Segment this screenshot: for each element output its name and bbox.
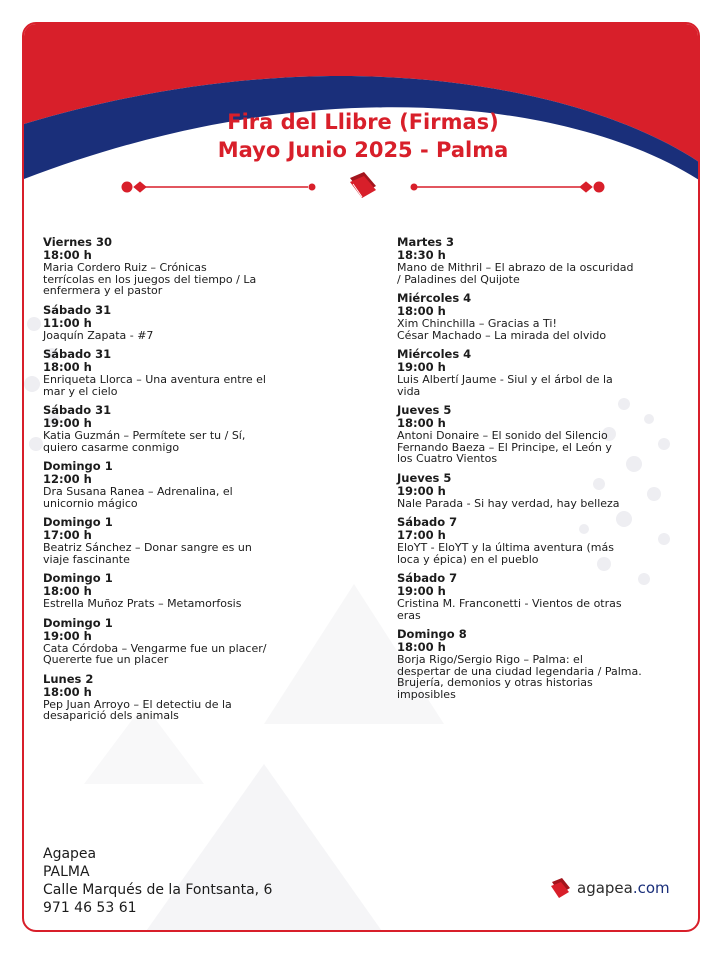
agapea-logo xyxy=(548,874,670,902)
event-description-line: loca y épica) en el pueblo xyxy=(397,552,539,566)
logo-wordmark: agapea.com xyxy=(577,879,670,897)
store-info xyxy=(43,845,272,917)
event-entry xyxy=(397,404,687,465)
event-time: 19:00 h xyxy=(397,584,446,598)
event-time: 18:00 h xyxy=(43,584,92,598)
store-address: Calle Marqués de la Fontsanta, 6 xyxy=(43,882,273,898)
events-left-column xyxy=(43,236,333,729)
event-description-line: Estrella Muñoz Prats – Metamorfosis xyxy=(43,597,242,610)
event-day: Miércoles 4 xyxy=(397,291,472,305)
event-entry xyxy=(43,236,333,297)
event-description-line: EloYT - EloYT y la última aventura (más xyxy=(397,541,614,554)
event-day: Sábado 31 xyxy=(43,302,112,317)
event-entry xyxy=(397,516,687,565)
event-day: Domingo 1 xyxy=(43,571,113,585)
event-description-line: Antoni Donaire – El sonido del Silencio xyxy=(397,429,608,442)
event-description-line: terrícolas en los juegos del tiempo / La xyxy=(43,272,257,286)
event-day: Domingo 1 xyxy=(43,615,113,630)
events-right-column xyxy=(397,236,687,707)
event-description-line: Maria Cordero Ruiz – Crónicas xyxy=(43,261,207,274)
event-description-line: viaje fascinante xyxy=(43,552,130,566)
event-time: 11:00 h xyxy=(43,315,92,330)
event-description-line: vida xyxy=(397,384,421,398)
event-description-line: Enriqueta Llorca – Una aventura entre el xyxy=(43,373,266,386)
poster-card xyxy=(22,22,700,932)
event-description-line: unicornio mágico xyxy=(43,496,138,510)
event-description-line: Brujería, demonios y otras historias xyxy=(397,676,593,689)
event-description-line: eras xyxy=(397,608,421,622)
event-time: 19:00 h xyxy=(397,360,446,374)
store-city: PALMA xyxy=(43,864,90,880)
event-entry xyxy=(43,304,333,342)
event-time: 18:00 h xyxy=(43,360,92,374)
event-description-line: Borja Rigo/Sergio Rigo – Palma: el xyxy=(397,653,583,666)
event-description-line: / Paladines del Quijote xyxy=(397,272,520,286)
event-description-line: despertar de una ciudad legendaria / Palma. xyxy=(397,664,642,678)
event-description-line: Dra Susana Ranea – Adrenalina, el xyxy=(43,485,233,498)
event-day: Jueves 5 xyxy=(397,403,452,417)
event-day: Miércoles 4 xyxy=(397,347,472,361)
agapea-logo-icon xyxy=(548,876,572,900)
event-day: Sábado 31 xyxy=(43,403,112,417)
event-description-line: Cristina M. Franconetti - Vientos de otras xyxy=(397,597,622,610)
event-description-line: los Cuatro Vientos xyxy=(397,452,498,465)
page-title: Fira del Llibre (Firmas) xyxy=(227,110,499,134)
event-day: Domingo 1 xyxy=(43,459,113,473)
event-day: Lunes 2 xyxy=(43,671,94,686)
title-ornament xyxy=(24,170,700,204)
event-time: 18:30 h xyxy=(397,248,446,262)
event-description-line: imposibles xyxy=(397,687,456,701)
event-entry xyxy=(43,572,333,610)
event-time: 12:00 h xyxy=(43,472,92,486)
event-description-line: Mano de Mithril – El abrazo de la oscuridad xyxy=(397,261,634,274)
event-day: Jueves 5 xyxy=(397,470,452,485)
event-time: 18:00 h xyxy=(43,684,92,699)
event-description-line: Luis Albertí Jaume - Siul y el árbol de la xyxy=(397,373,613,386)
event-description-line: quiero casarme conmigo xyxy=(43,440,180,454)
event-entry xyxy=(397,572,687,621)
event-description-line: Cata Córdoba – Vengarme fue un placer/ xyxy=(43,641,267,655)
event-description-line: César Machado – La mirada del olvido xyxy=(397,328,607,342)
event-day: Domingo 8 xyxy=(397,627,467,641)
event-time: 19:00 h xyxy=(43,628,92,643)
event-day: Sábado 7 xyxy=(397,515,458,529)
event-day: Sábado 31 xyxy=(43,347,112,361)
event-day: Domingo 1 xyxy=(43,515,113,529)
event-entry xyxy=(43,617,333,666)
event-description-line: Fernando Baeza – El Principe, el León y xyxy=(397,440,612,454)
event-entry xyxy=(397,628,687,700)
store-name: Agapea xyxy=(43,846,97,862)
event-day: Martes 3 xyxy=(397,235,455,249)
event-description-line: Beatriz Sánchez – Donar sangre es un xyxy=(43,541,252,554)
event-description-line: Xim Chinchilla – Gracias a Ti! xyxy=(397,317,557,330)
store-phone: 971 46 53 61 xyxy=(43,900,137,916)
event-description-line: mar y el cielo xyxy=(43,384,118,398)
event-time: 19:00 h xyxy=(397,483,446,498)
event-time: 18:00 h xyxy=(43,248,92,262)
event-day: Sábado 7 xyxy=(397,571,458,585)
book-icon xyxy=(350,172,376,198)
event-entry xyxy=(397,348,687,397)
event-time: 18:00 h xyxy=(397,304,446,318)
event-time: 19:00 h xyxy=(43,416,92,430)
event-description-line: Quererte fue un placer xyxy=(43,653,169,666)
event-description-line: Nale Parada - Si hay verdad, hay belleza xyxy=(397,496,620,510)
event-description-line: desaparició dels animals xyxy=(43,709,179,722)
event-description-line: Katia Guzmán – Permítete ser tu / Sí, xyxy=(43,429,246,442)
event-day: Viernes 30 xyxy=(43,235,112,249)
event-entry xyxy=(397,472,687,510)
event-entry xyxy=(43,516,333,565)
event-time: 18:00 h xyxy=(397,416,446,430)
event-entry xyxy=(43,404,333,453)
event-description-line: Pep Juan Arroyo – El detectiu de la xyxy=(43,697,232,711)
event-entry xyxy=(397,292,687,341)
event-description-line: Joaquín Zapata - #7 xyxy=(43,328,154,342)
event-time: 17:00 h xyxy=(43,528,92,542)
event-time: 18:00 h xyxy=(397,640,446,654)
page-subtitle: Mayo Junio 2025 - Palma xyxy=(217,138,509,162)
event-time: 17:00 h xyxy=(397,528,446,542)
event-entry xyxy=(43,673,333,722)
event-entry xyxy=(43,348,333,397)
event-description-line: enfermera y el pastor xyxy=(43,284,163,297)
event-entry xyxy=(397,236,687,285)
event-entry xyxy=(43,460,333,509)
